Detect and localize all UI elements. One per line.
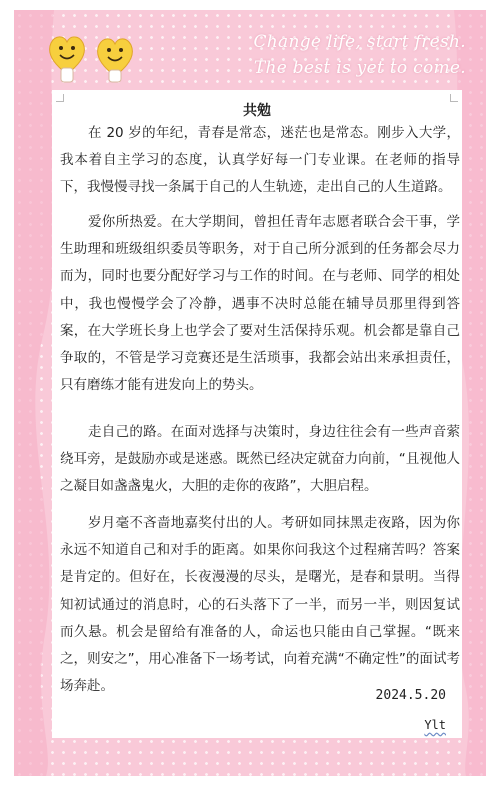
document-signature: Ylt bbox=[424, 718, 446, 732]
paragraph-2: 爱你所热爱。在大学期间，曾担任青年志愿者联合会干事，学生助理和班级组织委员等职务，对于自己所分派到的任务都会尽力而为，同时也要分配好学习与工作的时间。在与老师、同学的相处中，我也慢慢学会了冷静，遇事不决时总能在辅导员那里得到答案，在大学班长身上也学会了要对生活保持乐观。机会都是靠自己争取的，不管是学习竞赛还是生活琐事，我都会站出来承担责任，只有磨练才能有进发向上的势头。 bbox=[60, 214, 460, 394]
slogan-line-1: Change life, start fresh. bbox=[253, 32, 466, 52]
document-date: 2024.5.20 bbox=[375, 688, 446, 703]
document-title: 共勉 bbox=[243, 103, 271, 119]
paragraph-3: 走自己的路。在面对选择与决策时，身边往往会有一些声音萦绕耳旁，是鼓励亦或是迷惑。既然已经决定就奋力向前，“且视他人之凝目如盏盏鬼火，大胆的走你的夜路”，大胆启程。 bbox=[60, 424, 460, 495]
smiling-hearts-icon bbox=[45, 28, 141, 84]
paragraph-1: 在 20 岁的年纪，青春是常态，迷茫也是常态。刚步入大学，我本着自主学习的态度，认真学好每一门专业课。在老师的指导下，我慢慢寻找一条属于自己的人生轨迹，走出自己的人生道路。 bbox=[60, 125, 460, 196]
document-page bbox=[52, 90, 462, 738]
paragraph-4: 岁月毫不吝啬地嘉奖付出的人。考研如同抹黑走夜路，因为你永远不知道自己和对手的距离。如果你问我这个过程痛苦吗？答案是肯定的。但好在，长夜漫漫的尽头，是曙光，是春和景明。当得知初试通过的消息时，心的石头落下了一半，而另一半，则因复试而久悬。机会是留给有准备的人，命运也只能由自己掌握。“既来之，则安之”，用心准备下一场考试，向着充满“不确定性”的面试考场奔赴。 bbox=[60, 515, 460, 695]
slogan-line-2: The best is yet to come. bbox=[253, 58, 466, 78]
